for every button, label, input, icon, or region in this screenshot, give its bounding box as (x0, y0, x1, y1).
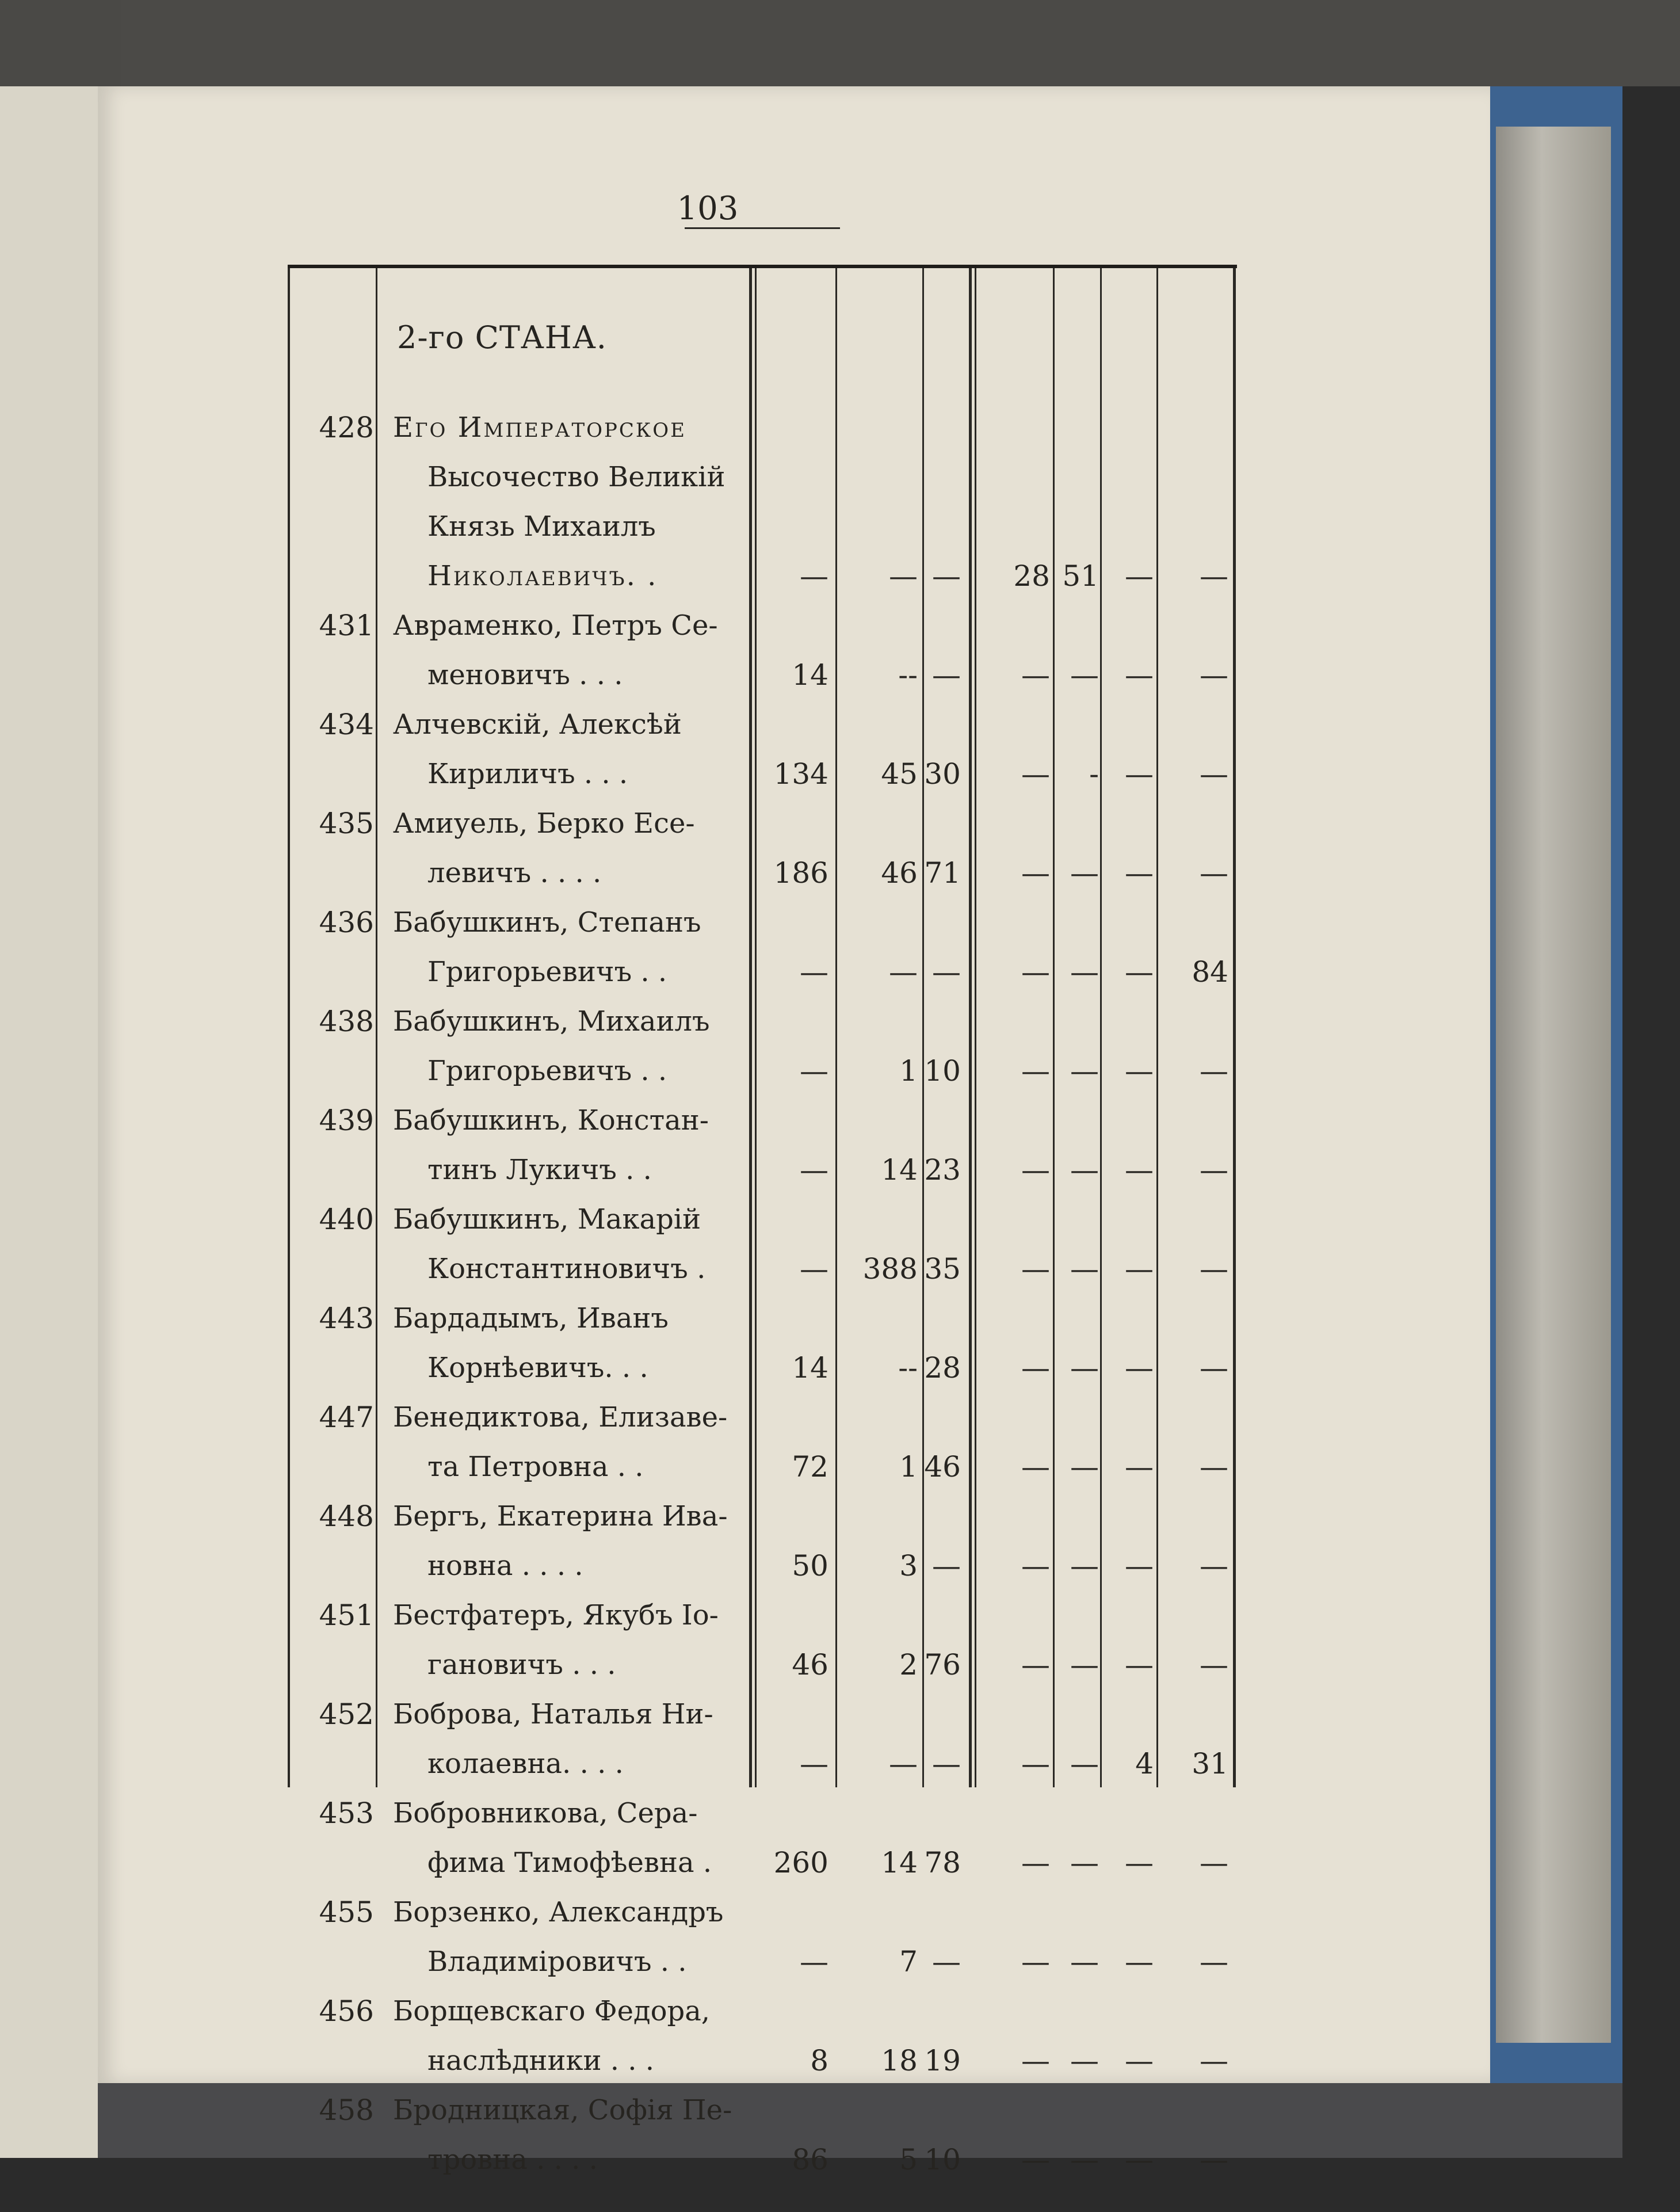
cell-col-6: 4 (1135, 1747, 1154, 1780)
cell-col-2: — (889, 1747, 918, 1780)
cell-col-3: — (932, 1945, 961, 1978)
cell-col-7: — (1200, 1252, 1228, 1286)
cell-col-1: 14 (792, 658, 828, 692)
cell-col-5: — (1070, 1549, 1099, 1582)
entry-number: 434 (319, 708, 374, 741)
entry-name-line: Владиміровичъ . . (427, 1946, 687, 1978)
cell-col-4: — (1021, 1648, 1050, 1681)
cell-col-3: — (932, 1747, 961, 1780)
cell-col-7: — (1200, 1153, 1228, 1187)
cell-col-6: — (1125, 1549, 1154, 1582)
header-rule (685, 227, 840, 229)
cell-col-5: — (1070, 1747, 1099, 1780)
cell-col-5: — (1070, 955, 1099, 989)
cell-col-7: — (1200, 1549, 1228, 1582)
entry-name-line: левичъ . . . . (427, 857, 602, 889)
cell-col-5: — (1070, 1648, 1099, 1681)
cell-col-2: 45 (881, 757, 918, 791)
cell-col-3: 78 (924, 1846, 961, 1879)
cell-col-4: — (1021, 1351, 1050, 1385)
table-top-rule (288, 265, 1237, 268)
section-title: 2-го СТАНА. (397, 319, 607, 356)
cell-col-3: 30 (924, 757, 961, 791)
cell-col-4: — (1021, 1549, 1050, 1582)
entry-name-line: Алчевскій, Алексѣй (393, 708, 682, 741)
entry-number: 435 (319, 807, 374, 840)
cell-col-4: — (1021, 955, 1050, 989)
cell-col-4: — (1021, 1252, 1050, 1286)
cell-col-5: — (1070, 1153, 1099, 1187)
entry-name-line: Авраменко, Петръ Се- (393, 609, 718, 642)
cell-col-2: 388 (862, 1252, 918, 1286)
cell-col-5: — (1070, 2143, 1099, 2176)
page-number: 103 (677, 190, 739, 227)
cell-col-1: 86 (792, 2143, 828, 2176)
entry-number: 431 (319, 609, 374, 642)
cell-col-7: — (1200, 658, 1228, 692)
entry-number: 436 (319, 906, 374, 939)
cell-col-1: — (800, 1054, 828, 1088)
cell-col-7: — (1200, 2044, 1228, 2077)
cell-col-3: 23 (924, 1153, 961, 1187)
cell-col-6: — (1125, 1648, 1154, 1681)
cell-col-3: 19 (924, 2044, 961, 2077)
cell-col-1: — (800, 955, 828, 989)
cell-col-1: — (800, 559, 828, 593)
entry-name-line: Борзенко, Александръ (393, 1896, 724, 1928)
cell-col-6: — (1125, 1054, 1154, 1088)
cell-col-7: 84 (1192, 955, 1228, 989)
entry-number: 448 (319, 1500, 374, 1533)
cell-col-6: — (1125, 955, 1154, 989)
cell-col-1: 134 (773, 757, 828, 791)
entry-name-line: Бабушкинъ, Констан- (393, 1104, 709, 1136)
cell-col-1: — (800, 1153, 828, 1187)
cell-col-4: — (1021, 1450, 1050, 1483)
cell-col-2: 14 (881, 1846, 918, 1879)
cell-col-7: — (1200, 856, 1228, 890)
cell-col-2: 46 (881, 856, 918, 890)
entry-number: 451 (319, 1599, 374, 1632)
entry-name-line: Борщевскаго Федора, (393, 1995, 711, 2027)
cell-col-3: — (932, 559, 961, 593)
entry-name-line: та Петровна . . (427, 1451, 644, 1483)
entry-name-line: тровна . . . . (427, 2144, 598, 2176)
cell-col-7: — (1200, 1351, 1228, 1385)
cell-col-5: — (1070, 1945, 1099, 1978)
entry-name-line: Григорьевичъ . . (427, 956, 667, 988)
cell-col-3: 28 (924, 1351, 961, 1385)
cell-col-2: -- (898, 658, 918, 692)
entry-name-line: Николаевичъ. . (427, 560, 658, 592)
cell-col-6: — (1125, 658, 1154, 692)
cell-col-2: 3 (899, 1549, 918, 1582)
cell-col-7: — (1200, 1648, 1228, 1681)
entry-name-line: Бергъ, Екатерина Ива- (393, 1500, 728, 1532)
cell-col-7: 31 (1192, 1747, 1228, 1780)
cell-col-6: — (1125, 1351, 1154, 1385)
entry-name-line: новна . . . . (427, 1550, 583, 1582)
table-row (288, 2085, 1237, 2212)
cell-col-5: — (1070, 1351, 1099, 1385)
previous-page-edge (0, 86, 111, 2158)
cell-col-5: — (1070, 658, 1099, 692)
entry-name-line: колаевна. . . . (427, 1748, 624, 1780)
cell-col-5: — (1070, 856, 1099, 890)
cell-col-5: — (1070, 1054, 1099, 1088)
scan-background-top (0, 0, 1680, 86)
cell-col-2: 5 (899, 2143, 918, 2176)
entry-number: 453 (319, 1797, 374, 1830)
entry-name-line: Бабушкинъ, Макарій (393, 1203, 701, 1235)
cell-col-1: 8 (810, 2044, 828, 2077)
cell-col-5: — (1070, 2044, 1099, 2077)
cell-col-6: — (1125, 2044, 1154, 2077)
entry-name-line: Бродницкая, Софія Пе- (393, 2094, 732, 2126)
cell-col-6: — (1125, 1846, 1154, 1879)
cell-col-7: — (1200, 757, 1228, 791)
table-row (288, 403, 1237, 601)
cell-col-6: — (1125, 559, 1154, 593)
cell-col-1: 14 (792, 1351, 828, 1385)
cell-col-1: 72 (792, 1450, 828, 1483)
cell-col-4: 28 (1013, 559, 1050, 593)
cell-col-2: 14 (881, 1153, 918, 1187)
cell-col-6: — (1125, 757, 1154, 791)
entry-name-line: гановичъ . . . (427, 1649, 616, 1681)
entry-number: 447 (319, 1401, 374, 1434)
cell-col-4: — (1021, 2044, 1050, 2077)
cell-col-2: 7 (899, 1945, 918, 1978)
cell-col-3: — (932, 658, 961, 692)
cell-col-6: — (1125, 2143, 1154, 2176)
cell-col-4: — (1021, 757, 1050, 791)
cell-col-4: — (1021, 1747, 1050, 1780)
cell-col-7: — (1200, 2143, 1228, 2176)
entry-name-line: Бабушкинъ, Михаилъ (393, 1005, 710, 1038)
entry-name-line: Высочество Великій (427, 461, 726, 493)
entry-name-line: Бабушкинъ, Степанъ (393, 906, 701, 939)
cell-col-4: — (1021, 2143, 1050, 2176)
cell-col-3: 35 (924, 1252, 961, 1286)
entry-name-line: Кириличъ . . . (427, 758, 628, 790)
cell-col-7: — (1200, 1450, 1228, 1483)
cell-col-5: 51 (1062, 559, 1099, 593)
entry-number: 455 (319, 1896, 374, 1929)
entry-number: 452 (319, 1698, 374, 1731)
cell-col-1: — (800, 1945, 828, 1978)
entry-name-line: Боброва, Наталья Ни- (393, 1698, 713, 1730)
cover-board (1496, 127, 1611, 2043)
cell-col-5: — (1070, 1450, 1099, 1483)
cell-col-4: — (1021, 658, 1050, 692)
entry-name-line: Бестфатеръ, Якубъ Іо- (393, 1599, 719, 1631)
cell-col-5: — (1070, 1846, 1099, 1879)
cell-col-2: 2 (899, 1648, 918, 1681)
cell-col-5: — (1070, 1252, 1099, 1286)
book-cover-right (1473, 86, 1622, 2083)
cell-col-3: — (932, 1549, 961, 1582)
cell-col-2: 1 (899, 1054, 918, 1088)
cell-col-2: — (889, 955, 918, 989)
cell-col-3: 76 (924, 1648, 961, 1681)
cell-col-7: — (1200, 1945, 1228, 1978)
entry-number: 438 (319, 1005, 374, 1038)
cell-col-2: -- (898, 1351, 918, 1385)
cell-col-4: — (1021, 1945, 1050, 1978)
entry-name-line: Бобровникова, Сера- (393, 1797, 698, 1829)
entry-name-line: Князь Михаилъ (427, 510, 656, 543)
cell-col-4: — (1021, 1153, 1050, 1187)
entry-number: 428 (319, 411, 374, 444)
cell-col-1: 186 (773, 856, 828, 890)
cell-col-7: — (1200, 559, 1228, 593)
cell-col-3: 46 (924, 1450, 961, 1483)
cell-col-7: — (1200, 1054, 1228, 1088)
entry-name-line: Григорьевичъ . . (427, 1055, 667, 1087)
cell-col-1: 50 (792, 1549, 828, 1582)
entry-name-line: Его Императорское (393, 411, 686, 444)
cell-col-6: — (1125, 1153, 1154, 1187)
cell-col-3: — (932, 955, 961, 989)
cell-col-3: 10 (924, 1054, 961, 1088)
entry-number: 456 (319, 1994, 374, 2028)
cell-col-3: 71 (924, 856, 961, 890)
entry-name-line: Амиуель, Берко Есе- (393, 807, 695, 840)
entry-number: 458 (319, 2093, 374, 2127)
entry-name-line: Бардадымъ, Иванъ (393, 1302, 669, 1334)
cell-col-4: — (1021, 1846, 1050, 1879)
cell-col-4: — (1021, 856, 1050, 890)
cell-col-3: 10 (924, 2143, 961, 2176)
entry-number: 443 (319, 1302, 374, 1335)
cell-col-6: — (1125, 856, 1154, 890)
cell-col-1: 46 (792, 1648, 828, 1681)
cell-col-5: - (1089, 757, 1099, 791)
cell-col-6: — (1125, 1252, 1154, 1286)
cell-col-2: 1 (899, 1450, 918, 1483)
cell-col-6: — (1125, 1450, 1154, 1483)
cell-col-1: — (800, 1747, 828, 1780)
entry-name-line: наслѣдники . . . (427, 2045, 655, 2077)
entry-name-line: фима Тимофѣевна . (427, 1847, 712, 1879)
entry-name-line: Корнѣевичъ. . . (427, 1352, 648, 1384)
entry-name-line: Константиновичъ . (427, 1253, 706, 1285)
cell-col-6: — (1125, 1945, 1154, 1978)
entry-name-line: Бенедиктова, Елизаве- (393, 1401, 728, 1433)
cell-col-1: — (800, 1252, 828, 1286)
cell-col-2: 18 (881, 2044, 918, 2077)
entry-number: 439 (319, 1104, 374, 1137)
cell-col-2: — (889, 559, 918, 593)
entry-name-line: тинъ Лукичъ . . (427, 1154, 652, 1186)
entry-name-line: меновичъ . . . (427, 659, 623, 691)
cell-col-7: — (1200, 1846, 1228, 1879)
cell-col-1: 260 (773, 1846, 828, 1879)
entry-number: 440 (319, 1203, 374, 1236)
cell-col-4: — (1021, 1054, 1050, 1088)
